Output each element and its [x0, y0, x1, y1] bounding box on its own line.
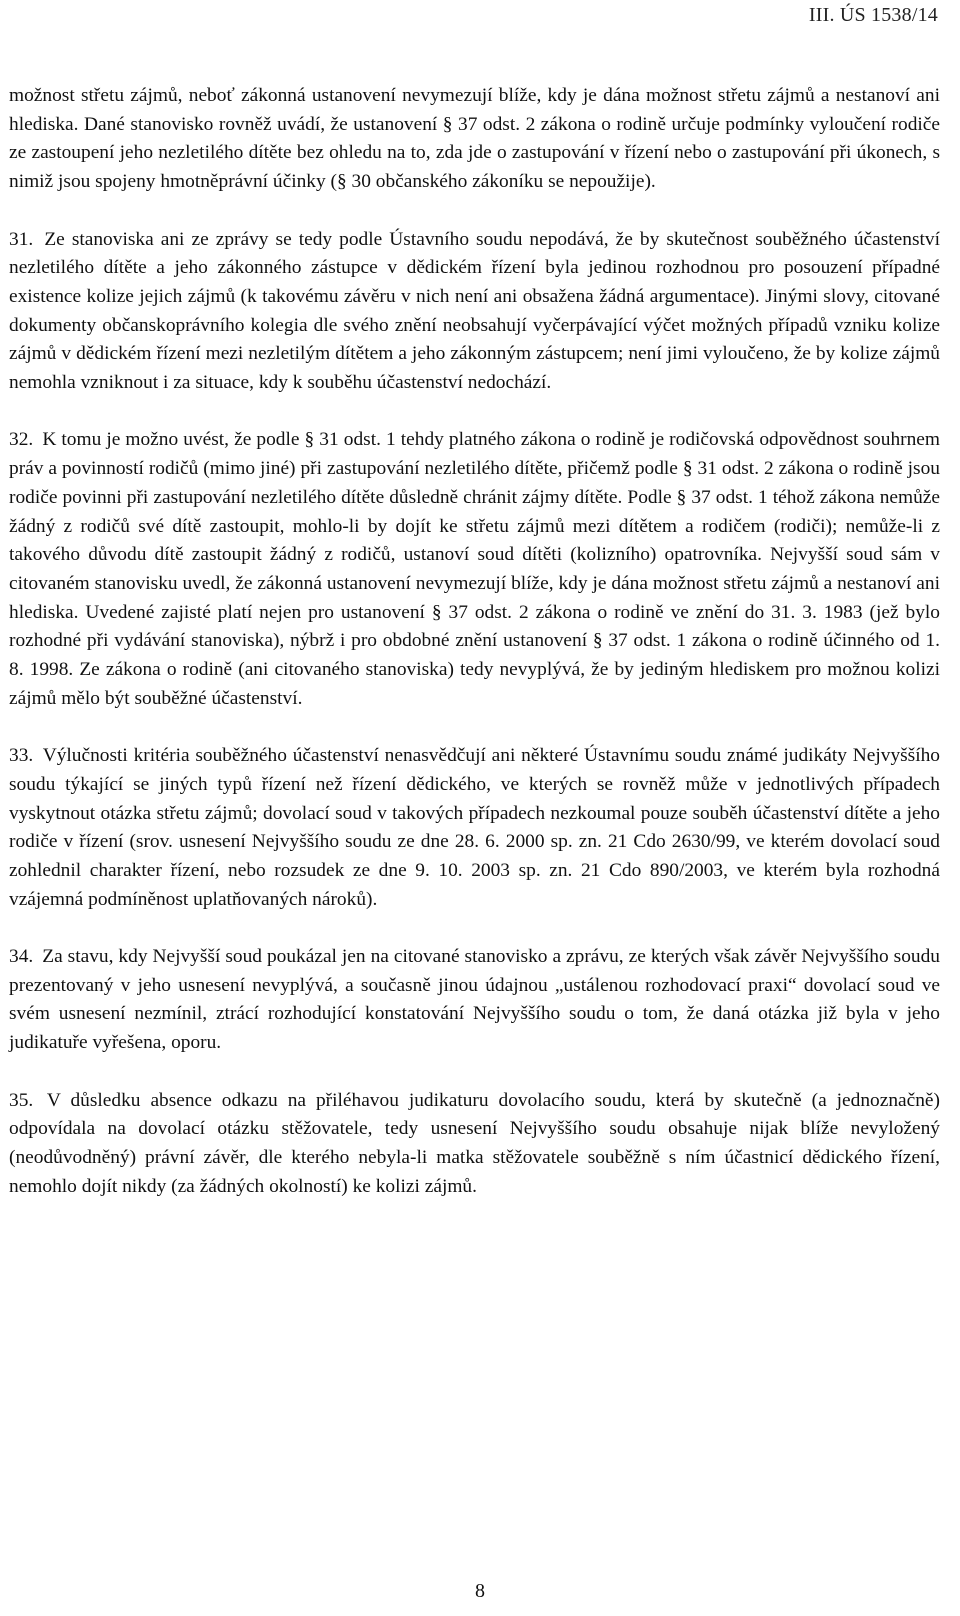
- page-number: 8: [475, 1580, 485, 1602]
- paragraph-31: [9, 226, 940, 398]
- paragraph-continuation: [9, 82, 940, 197]
- paragraph-text: Výlučnosti kritéria souběžného účastenství nenasvědčují ani některé Ústavnímu soudu známé judikáty Nejvyššího soudu týkající se jiných typů řízení než řízení dědického, ve kterých se rovněž může v jednotlivých případech vyskytnout otázka střetu zájmů; dovolací soud v takových případech nezkoumal pouze souběh účastenství dítěte a jeho rodiče v řízení (srov. usnesení Nejvyššího soudu ze dne 28. 6. 2000 sp. zn. 21 Cdo 2630/99, ve kterém dovolací soud zohlednil charakter řízení, nebo rozsudek ze dne 9. 10. 2003 sp. zn. 21 Cdo 890/2003, ve kterém byla rozhodná vzájemná podmíněnost uplatňovaných nároků).: [9, 745, 941, 910]
- paragraph-number: 33.: [9, 745, 34, 767]
- document-body: [9, 82, 940, 1230]
- paragraph-number: 32.: [9, 429, 34, 451]
- paragraph-text: V důsledku absence odkazu na přiléhavou judikaturu dovolacího soudu, která by skutečně (a jednoznačně) odpovídala na dovolací otázku stěžovatele, tedy usnesení Nejvyššího soudu obsahuje nijak blíže nevyložený (neodůvodněný) právní závěr, dle kterého nebyla-li matka stěžovatele souběžně s ním účastnicí dědického řízení, nemohlo dojít nikdy (za žádných okolností) ke kolizi zájmů.: [9, 1089, 940, 1197]
- paragraph-32: [9, 426, 940, 713]
- paragraph-text: Ze stanoviska ani ze zprávy se tedy podle Ústavního soudu nepodává, že by skutečnost souběžného účastenství nezletilého dítěte a jeho zákonného zástupce v dědickém řízení byla jedinou rozhodnou pro posouzení případné existence kolize jejich zájmů (k takovému závěru v nich není ani obsažena žádná argumentace). Jinými slovy, citované dokumenty občanskoprávního kolegia dle svého znění neobsahují vyčerpávající výčet možných případů vzniku kolize zájmů v dědickém řízení mezi nezletilým dítětem a jeho zákonným zástupcem; není jimi vyloučeno, že by kolize zájmů nemohla vzniknout i za situace, kdy k souběhu účastenství nedochází.: [9, 228, 940, 394]
- case-number-header: III. ÚS 1538/14: [808, 4, 938, 26]
- paragraph-number: 35.: [9, 1089, 34, 1111]
- paragraph-33: [9, 742, 940, 914]
- paragraph-number: 31.: [9, 228, 34, 250]
- paragraph-text: K tomu je možno uvést, že podle § 31 odst. 1 tehdy platného zákona o rodině je rodičovská odpovědnost souhrnem práv a povinností rodičů (mimo jiné) při zastupování nezletilého dítěte, přičemž podle § 31 odst. 2 zákona o rodině jsou rodiče povinni při zastupování nezletilého dítěte důsledně chránit zájmy dítěte. Podle § 37 odst. 1 téhož zákona nemůže žádný z rodičů své dítě zastoupit, mohlo-li by dojít ke střetu zájmů mezi dítětem a rodičem (rodiči); nemůže-li z takového důvodu dítě zastoupit žádný z rodičů, ustanoví soud dítěti (kolizního) opatrovníka. Nejvyšší soud sám v citovaném stanovisku uvedl, že zákonná ustanovení nevymezují blíže, kdy je dána možnost střetu zájmů a nestanoví ani hlediska. Uvedené zajisté platí nejen pro ustanovení § 37 odst. 2 zákona o rodině ve znění do 31. 3. 1983 (jež bylo rozhodné při vydávání stanoviska), nýbrž i pro obdobné znění ustanovení § 37 odst. 1 zákona o rodině účinného od 1. 8. 1998. Ze zákona o rodině (ani citovaného stanoviska) tedy nevyplývá, že by jediným hlediskem pro možnou kolizi zájmů mělo být souběžné účastenství.: [9, 429, 940, 709]
- paragraph-number: 34.: [9, 946, 34, 968]
- paragraph-35: [9, 1087, 940, 1202]
- paragraph-34: [9, 943, 940, 1058]
- paragraph-text: Za stavu, kdy Nejvyšší soud poukázal jen na citované stanovisko a zprávu, ze kterých však závěr Nejvyššího soudu prezentovaný v jeho usnesení nevyplývá, a současně jinou údajnou „ustálenou rozhodovací praxi“ dovolací soud ve svém usnesení nezmínil, ztrácí rozhodující konstatování Nejvyššího soudu o tom, že daná otázka již byla v jeho judikatuře vyřešena, oporu.: [9, 946, 940, 1054]
- paragraph-text: možnost střetu zájmů, neboť zákonná ustanovení nevymezují blíže, kdy je dána možnost střetu zájmů a nestanoví ani hlediska. Dané stanovisko rovněž uvádí, že ustanovení § 37 odst. 2 zákona o rodině určuje podmínky vyloučení rodiče ze zastoupení jeho nezletilého dítěte bez ohledu na to, zda jde o zastupování v řízení nebo o zastupování při úkonech, s nimiž jsou spojeny hmotněprávní účinky (§ 30 občanského zákoníku se nepoužije).: [9, 85, 940, 193]
